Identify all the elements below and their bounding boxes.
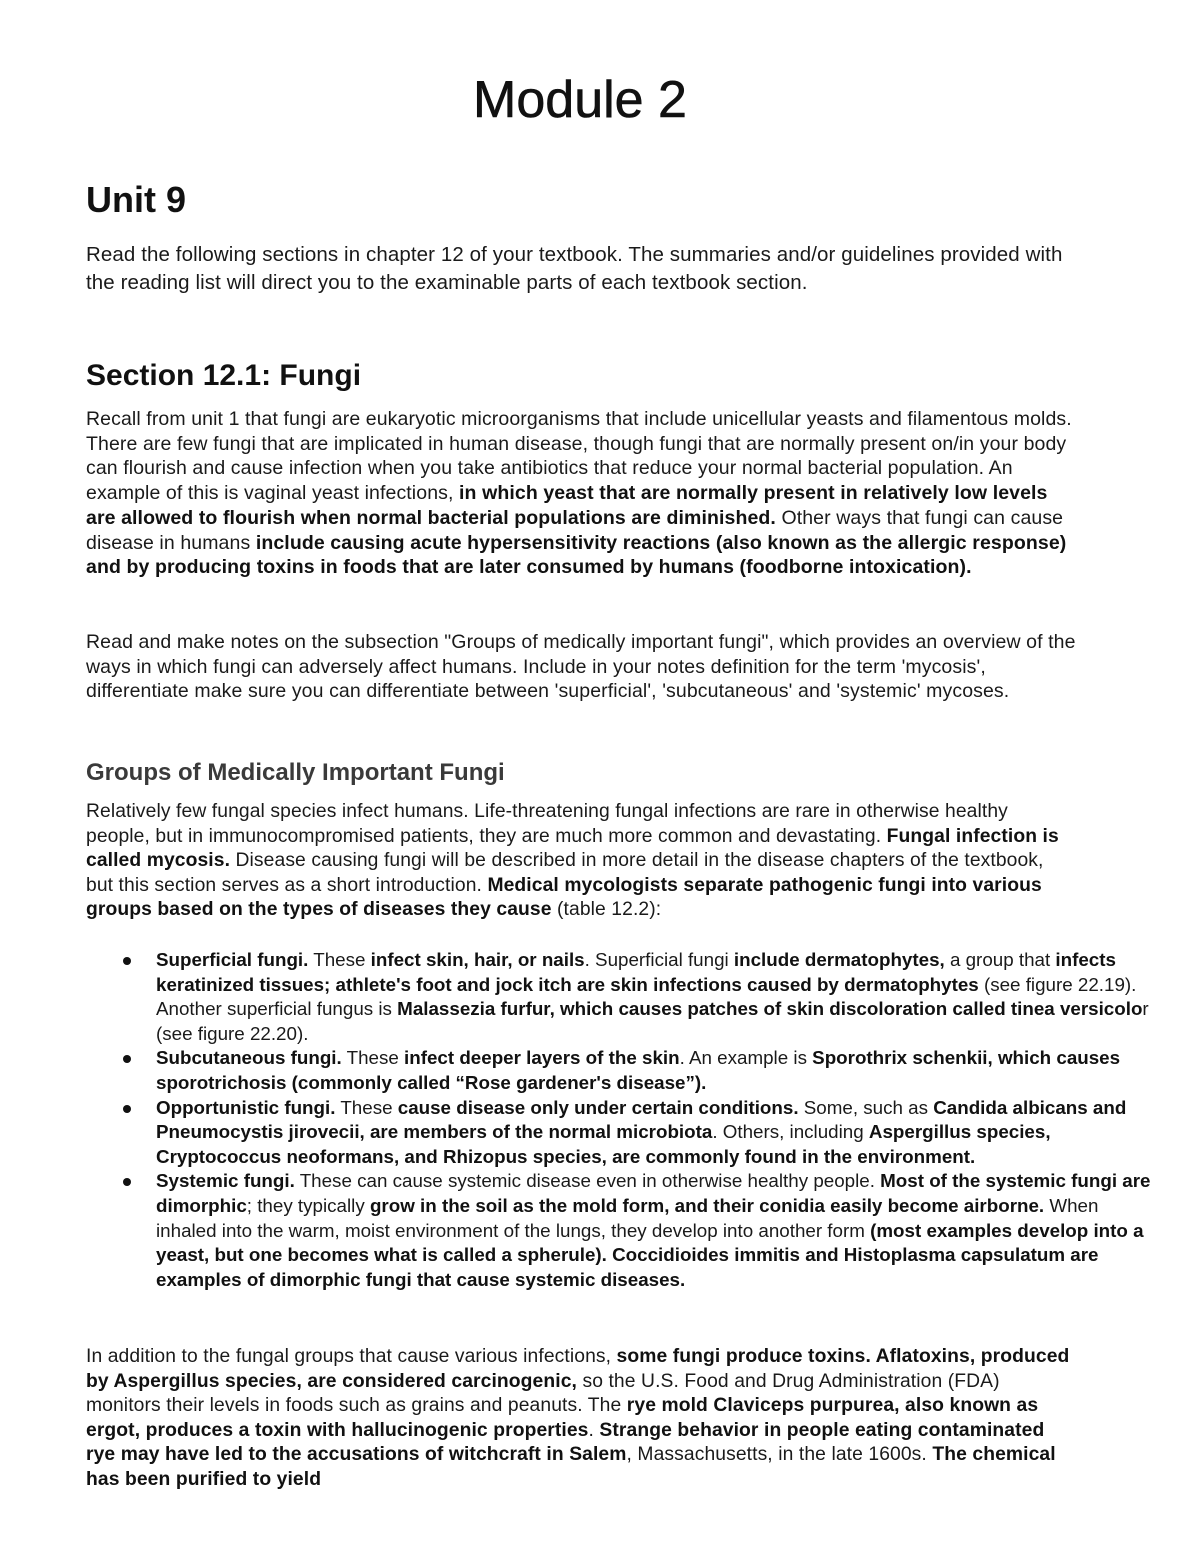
bold-run: Subcutaneous fungi. (156, 1047, 342, 1069)
bold-run: Fungal infection is called mycosis. (86, 825, 1059, 872)
bullet-icon (123, 1105, 131, 1113)
text-run: a group that (944, 949, 1056, 970)
bold-run: Aspergillus species, Cryptococcus neoformans, and Rhizopus species, are commonly found in the environment. (156, 1121, 1051, 1167)
bold-run: cause disease only under certain conditions. (397, 1096, 799, 1118)
text-run: r (see figure 22.20). (156, 998, 1149, 1044)
bold-run: Medical mycologists separate pathogenic fungi into various groups based on the types of diseases they cause (86, 874, 1042, 921)
text-run: ; they typically (246, 1194, 370, 1216)
text-run: . An example is (679, 1047, 813, 1069)
bold-run: Malassezia furfur, which causes patches of skin discoloration called tinea versicolo (397, 998, 1143, 1020)
bullet-icon (123, 957, 131, 965)
bold-run: include causing acute hypersensitivity reactions (also known as the allergic response) and by producing toxins in foods that are later consumed by humans (foodborne intoxication). (86, 531, 1067, 579)
text-run: In addition to the fungal groups that cause various infections, (86, 1346, 617, 1367)
bold-run: infect skin, hair, or nails (370, 949, 585, 970)
bold-run: (most examples develop into a yeast, but one becomes what is called a spherule). Coccidioides immitis and Histoplasma capsulatum are examples of dimorphic fungi that cause systemic diseases. (156, 1219, 1144, 1290)
subsection-heading: Groups of Medically Important Fungi (86, 759, 505, 786)
bold-run: Systemic fungi. (156, 1170, 295, 1192)
fungi-paragraph (86, 407, 1076, 580)
bold-run: Sporothrix schenkii, which causes sporotrichosis (commonly called “Rose gardener's disease”). (156, 1047, 1121, 1093)
text-run: These (308, 949, 371, 970)
bold-run: some fungi produce toxins. Aflatoxins, produced by Aspergillus species, are considered carcinogenic, (86, 1346, 1070, 1392)
page-title: Module 2 (473, 71, 687, 129)
unit-heading: Unit 9 (86, 179, 187, 220)
bullet-icon (123, 1178, 131, 1186)
intro-paragraph: Read the following sections in chapter 12 of your textbook. The summaries and/or guidelines provided with the reading list will direct you to the examinable parts of each textbook section. (86, 243, 1063, 294)
bold-run: grow in the soil as the mold form, and their conidia easily become airborne. (369, 1194, 1045, 1216)
toxins-paragraph (86, 1345, 1076, 1493)
bold-run: Candida albicans and Pneumocystis jirovecii, are members of the normal microbiota (156, 1096, 1127, 1143)
groups-paragraph (86, 800, 1076, 923)
text-run: These can cause systemic disease even in otherwise healthy people. (294, 1170, 881, 1192)
text-run: These (335, 1096, 398, 1118)
bold-run: The chemical has been purified to yield (86, 1444, 1056, 1490)
bold-run: Superficial fungi. (156, 949, 309, 970)
bold-run: rye mold Claviceps purpurea, also known as ergot, produces a toxin with hallucinogenic properties (86, 1395, 1039, 1441)
text-run: Some, such as (798, 1096, 934, 1118)
text-run: Recall from unit 1 that fungi are eukaryotic microorganisms that include unicellular yeasts and filamentous molds. There are few fungi that are implicated in human disease, though fungi that are normally present on/in your body can flourish and cause infection when you take antibiotics that reduce your normal bacterial population. An example of this is vaginal yeast infections, (86, 408, 1072, 505)
bold-run: Opportunistic fungi. (156, 1096, 336, 1118)
list-item-superficial (156, 948, 1156, 1046)
notes-paragraph: Read and make notes on the subsection "Groups of medically important fungi", which provides an overview of the ways in which fungi can adversely affect humans. Include in your notes definition for the term 'mycosis', differentiate make sure you can differentiate between 'superficial', 'subcutaneous' and 'systemic' mycoses. (86, 631, 1076, 703)
text-run: so the U.S. Food and Drug Administration (FDA) monitors their levels in foods such as grains and peanuts. The (86, 1370, 1000, 1417)
text-run: . Superficial fungi (584, 949, 734, 970)
text-run: . Others, including (712, 1121, 869, 1143)
text-run: Relatively few fungal species infect humans. Life-threatening fungal infections are rare in otherwise healthy people, but in immunocompromised patients, they are much more common and devastating. (86, 801, 1008, 847)
list-item-opportunistic (156, 1096, 1156, 1170)
text-run: . (588, 1419, 600, 1441)
text-run: (see figure 22.19). Another superficial fungus is (156, 973, 1137, 1020)
bold-run: Most of the systemic fungi are dimorphic (156, 1170, 1151, 1216)
bold-run: in which yeast that are normally present in relatively low levels are allowed to flourish when normal bacterial populations are diminished. (86, 482, 1048, 529)
text-run: These (341, 1047, 405, 1069)
text-run: , Massachusetts, in the late 1600s. (626, 1444, 933, 1466)
text-run: When inhaled into the warm, moist environment of the lungs, they develop into another form (156, 1194, 1099, 1241)
text-run: Disease causing fungi will be described in more detail in the disease chapters of the textbook, but this section serves as a short introduction. (86, 850, 1044, 896)
bold-run: infects keratinized tissues; athlete's foot and jock itch are skin infections caused by dermatophytes (156, 949, 1116, 995)
fungi-groups-list (86, 948, 1156, 1292)
text-run: Other ways that fungi can cause disease in humans (86, 506, 1064, 554)
text-run: (table 12.2): (551, 899, 662, 921)
bold-run: include dermatophytes, (733, 949, 945, 970)
bold-run: infect deeper layers of the skin (404, 1047, 680, 1069)
list-item-systemic (156, 1169, 1156, 1292)
section-heading: Section 12.1: Fungi (86, 359, 362, 392)
bullet-icon (123, 1055, 131, 1063)
list-item-subcutaneous (156, 1046, 1156, 1095)
bold-run: Strange behavior in people eating contaminated rye may have led to the accusations of witchcraft in Salem (86, 1419, 1045, 1466)
